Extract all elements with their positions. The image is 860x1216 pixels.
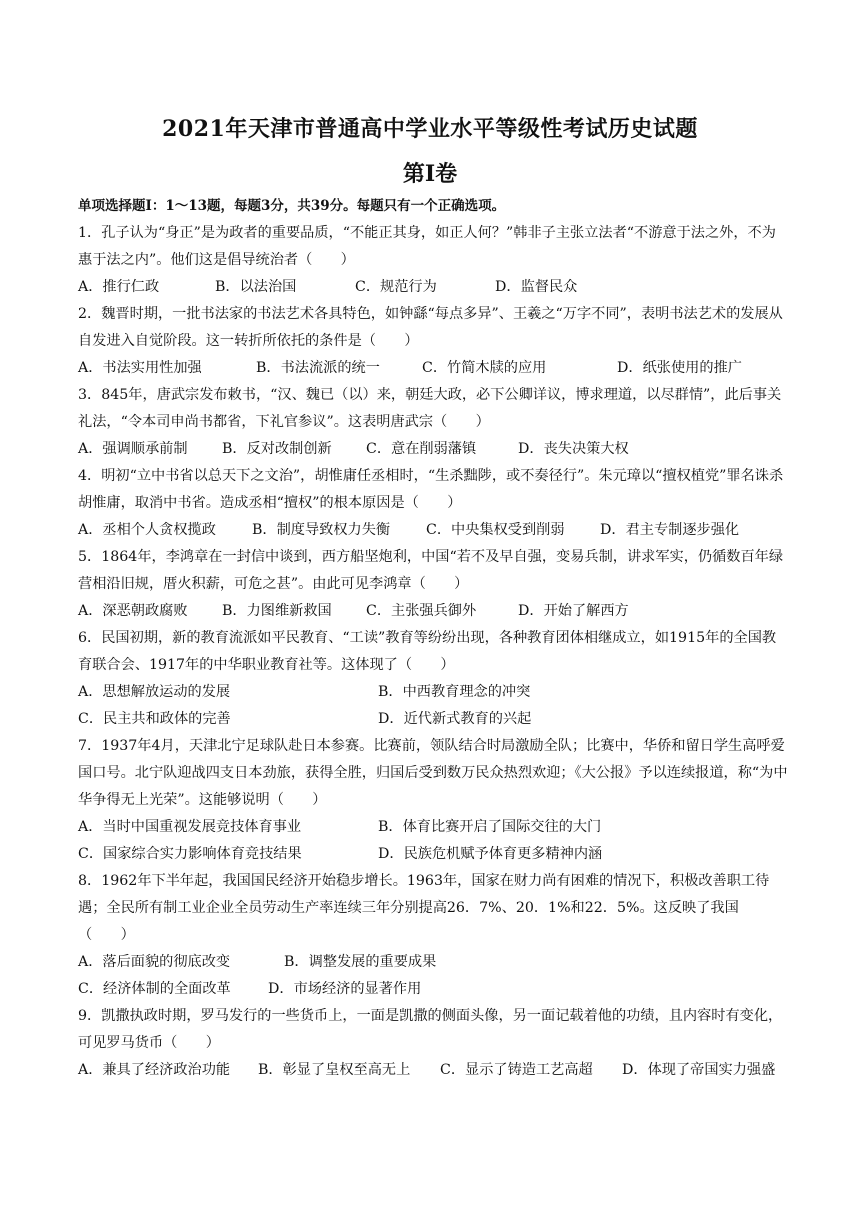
- option-b: B．书法流派的统一: [256, 360, 380, 376]
- exam-title: 2021年天津市普通高中学业水平等级性考试历史试题: [162, 116, 698, 142]
- option-a: A．兼具了经济政治功能: [78, 1062, 231, 1078]
- option-c: C．规范行为: [355, 279, 437, 295]
- question-2-stem: 2．魏晋时期，一批书法家的书法艺术各具特色，如钟繇“每点多异”、王羲之“万字不同”，表明书法艺术的发展从自发进入自觉阶段。这一转折所依托的条件是（ ）: [78, 306, 783, 349]
- option-c: C．主张强兵御外: [366, 603, 477, 619]
- option-a: A．书法实用性加强: [78, 360, 202, 376]
- option-d: D．市场经济的显著作用: [268, 981, 422, 997]
- option-b: B．中西教育理念的冲突: [378, 684, 531, 700]
- option-c: C．竹简木牍的应用: [422, 360, 547, 376]
- option-c: C．意在削弱藩镇: [366, 441, 477, 457]
- option-d: D．监督民众: [495, 279, 578, 295]
- option-b: B．力图维新救国: [222, 603, 332, 619]
- question-6-options-row2: [78, 706, 788, 733]
- question-5-options: [78, 598, 788, 625]
- option-b: B．体育比赛开启了国际交往的大门: [378, 819, 602, 835]
- question-6-stem: 6．民国初期，新的教育流派如平民教育、“工读”教育等纷纷出现，各种教育团体相继成立，如1915年的全国教育联合会、1917年的中华职业教育社等。这体现了（ ）: [78, 630, 777, 673]
- section-instructions: 单项选择题Ⅰ：1～13题，每题3分，共39分。每题只有一个正确选项。: [78, 198, 506, 214]
- option-b: B．调整发展的重要成果: [284, 954, 437, 970]
- option-d: D．纸张使用的推广: [617, 360, 742, 376]
- option-d: D．近代新式教育的兴起: [378, 711, 532, 727]
- option-c: C．民主共和政体的完善: [78, 711, 231, 727]
- option-b: B．彰显了皇权至高无上: [258, 1062, 411, 1078]
- question-4-options: [78, 517, 788, 544]
- option-a: A．思想解放运动的发展: [78, 684, 231, 700]
- question-7-options-row2: [78, 841, 788, 868]
- question-7-options-row1: [78, 814, 788, 841]
- question-7-stem: 7．1937年4月，天津北宁足球队赴日本参赛。比赛前，领队结合时局激励全队；比赛中，华侨和留日学生高呼爱国口号。北宁队迎战四支日本劲旅，获得全胜，归国后受到数万民众热烈欢迎；《大公报》予以连续报道，称“为中华争得无上光荣”。这能够说明（ ）: [78, 738, 788, 808]
- question-8-stem: 8．1962年下半年起，我国国民经济开始稳步增长。1963年，国家在财力尚有困难的情况下，积极改善职工待遇；全民所有制工业企业全员劳动生产率连续三年分别提高26．7%、20．1%和22．5%。这反映了我国（ ）: [78, 873, 770, 943]
- option-b: B．以法治国: [215, 279, 297, 295]
- option-b: B．制度导致权力失衡: [252, 522, 391, 538]
- option-d: D．民族危机赋予体育更多精神内涵: [378, 846, 603, 862]
- option-c: C．显示了铸造工艺高超: [440, 1062, 593, 1078]
- question-6-options-row1: [78, 679, 788, 706]
- option-d: D．体现了帝国实力强盛: [622, 1062, 776, 1078]
- question-4-stem: 4．明初“立中书省以总天下之文治”，胡惟庸任丞相时，“生杀黜陟，或不奏径行”。朱元璋以“擅权植党”罪名诛杀胡惟庸，取消中书省。造成丞相“擅权”的根本原因是（ ）: [78, 468, 784, 511]
- question-9-stem: 9．凯撒执政时期，罗马发行的一些货币上，一面是凯撒的侧面头像，另一面记载着他的功绩，且内容时有变化，可见罗马货币（ ）: [78, 1008, 783, 1051]
- option-a: A．丞相个人贪权揽政: [78, 522, 216, 538]
- question-3-stem: 3．845年，唐武宗发布敕书，“汉、魏已（以）来，朝廷大政，必下公卿详议，博求理道，以尽群情”，此后事关礼法，“令本司申尚书都省，下礼官参议”。这表明唐武宗（ ）: [78, 387, 782, 430]
- question-1-options: [78, 274, 788, 301]
- option-a: A．落后面貌的彻底改变: [78, 954, 231, 970]
- option-a: A．当时中国重视发展竞技体育事业: [78, 819, 302, 835]
- section-title: 第Ⅰ卷: [402, 161, 458, 187]
- option-d: D．开始了解西方: [518, 603, 629, 619]
- option-a: A．强调顺承前制: [78, 441, 188, 457]
- option-c: C．经济体制的全面改革: [78, 981, 231, 997]
- option-a: A．深恶朝政腐败: [78, 603, 188, 619]
- question-8-options-row2: [78, 976, 788, 1003]
- option-d: D．君主专制逐步强化: [600, 522, 740, 538]
- question-2-options: [78, 355, 788, 382]
- question-8-options-row1: [78, 949, 788, 976]
- exam-content: [78, 193, 788, 1084]
- question-5-stem: 5．1864年，李鸿章在一封信中谈到，西方船坚炮利，中国“若不及早自强，变易兵制，讲求军实，仍循数百年绿营相沿旧规，厝火积薪，可危之甚”。由此可见李鸿章（ ）: [78, 549, 784, 592]
- option-a: A．推行仁政: [78, 279, 160, 295]
- option-c: C．国家综合实力影响体育竞技结果: [78, 846, 302, 862]
- question-1-stem: 1．孔子认为“身正”是为政者的重要品质，“不能正其身，如正人何？”韩非子主张立法者“不游意于法之外，不为惠于法之内”。他们这是倡导统治者（ ）: [78, 225, 776, 268]
- question-9-options: [78, 1057, 788, 1084]
- option-c: C．中央集权受到削弱: [426, 522, 565, 538]
- question-3-options: [78, 436, 788, 463]
- option-d: D．丧失决策大权: [518, 441, 629, 457]
- option-b: B．反对改制创新: [222, 441, 332, 457]
